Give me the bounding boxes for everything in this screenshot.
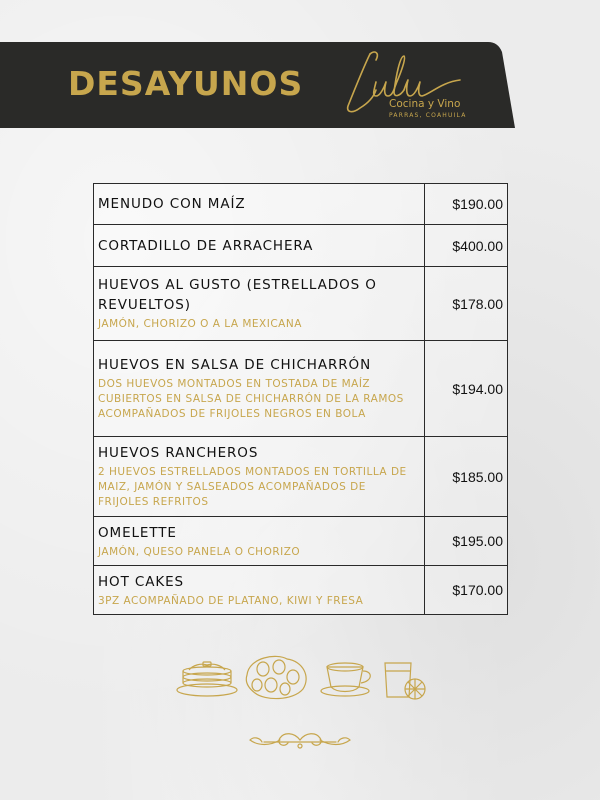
item-price: $178.00 bbox=[425, 267, 508, 341]
item-name: HUEVOS AL GUSTO (ESTRELLADOS O REVUELTOS) bbox=[98, 277, 377, 313]
item-price: $170.00 bbox=[425, 566, 508, 615]
menu-item bbox=[94, 225, 508, 267]
item-description: JAMÓN, QUESO PANELA O CHORIZO bbox=[98, 545, 301, 558]
page-title: DESAYUNOS bbox=[68, 64, 304, 103]
item-description: 2 HUEVOS ESTRELLADOS MONTADOS EN TORTILLA DE MAIZ, JAMÓN Y SALSEADOS ACOMPAÑADOS DE FRIJOLES REFRITOS bbox=[98, 466, 407, 508]
item-name: HUEVOS EN SALSA DE CHICHARRÓN bbox=[98, 357, 372, 373]
pancakes-icon bbox=[177, 662, 237, 696]
menu-item bbox=[94, 437, 508, 517]
item-price: $194.00 bbox=[425, 341, 508, 437]
item-name: MENUDO CON MAÍZ bbox=[98, 196, 246, 212]
ornament-flourish-icon bbox=[244, 726, 356, 754]
item-name: OMELETTE bbox=[98, 524, 177, 541]
eggs-icon bbox=[246, 656, 306, 698]
menu-table bbox=[93, 183, 508, 615]
item-price: $195.00 bbox=[425, 517, 508, 566]
menu-item bbox=[94, 184, 508, 225]
logo-location: PARRAS, COAHUILA bbox=[389, 112, 467, 119]
menu-item bbox=[94, 566, 508, 615]
juice-glass-icon bbox=[385, 663, 425, 699]
item-name: HUEVOS RANCHEROS bbox=[98, 445, 259, 461]
menu-item bbox=[94, 341, 508, 437]
item-price: $185.00 bbox=[425, 437, 508, 517]
menu-item bbox=[94, 267, 508, 341]
item-name: HOT CAKES bbox=[98, 573, 185, 590]
coffee-cup-icon bbox=[321, 663, 370, 696]
breakfast-illustrations bbox=[175, 645, 430, 705]
item-name: CORTADILLO DE ARRACHERA bbox=[98, 237, 314, 254]
item-description: DOS HUEVOS MONTADOS EN TOSTADA DE MAÍZ CUBIERTOS EN SALSA DE CHICHARRÓN DE LA RAMOS ACOMPAÑADOS DE FRIJOLES NEGROS EN BOLA bbox=[98, 378, 404, 420]
item-price: $190.00 bbox=[425, 184, 508, 225]
menu-item bbox=[94, 517, 508, 566]
item-description: JAMÓN, CHORIZO O A LA MEXICANA bbox=[98, 318, 302, 330]
item-description: 3PZ ACOMPAÑADO DE PLATANO, KIWI Y FRESA bbox=[98, 594, 364, 607]
item-price: $400.00 bbox=[425, 225, 508, 267]
logo-subtitle: Cocina y Vino bbox=[389, 98, 461, 110]
